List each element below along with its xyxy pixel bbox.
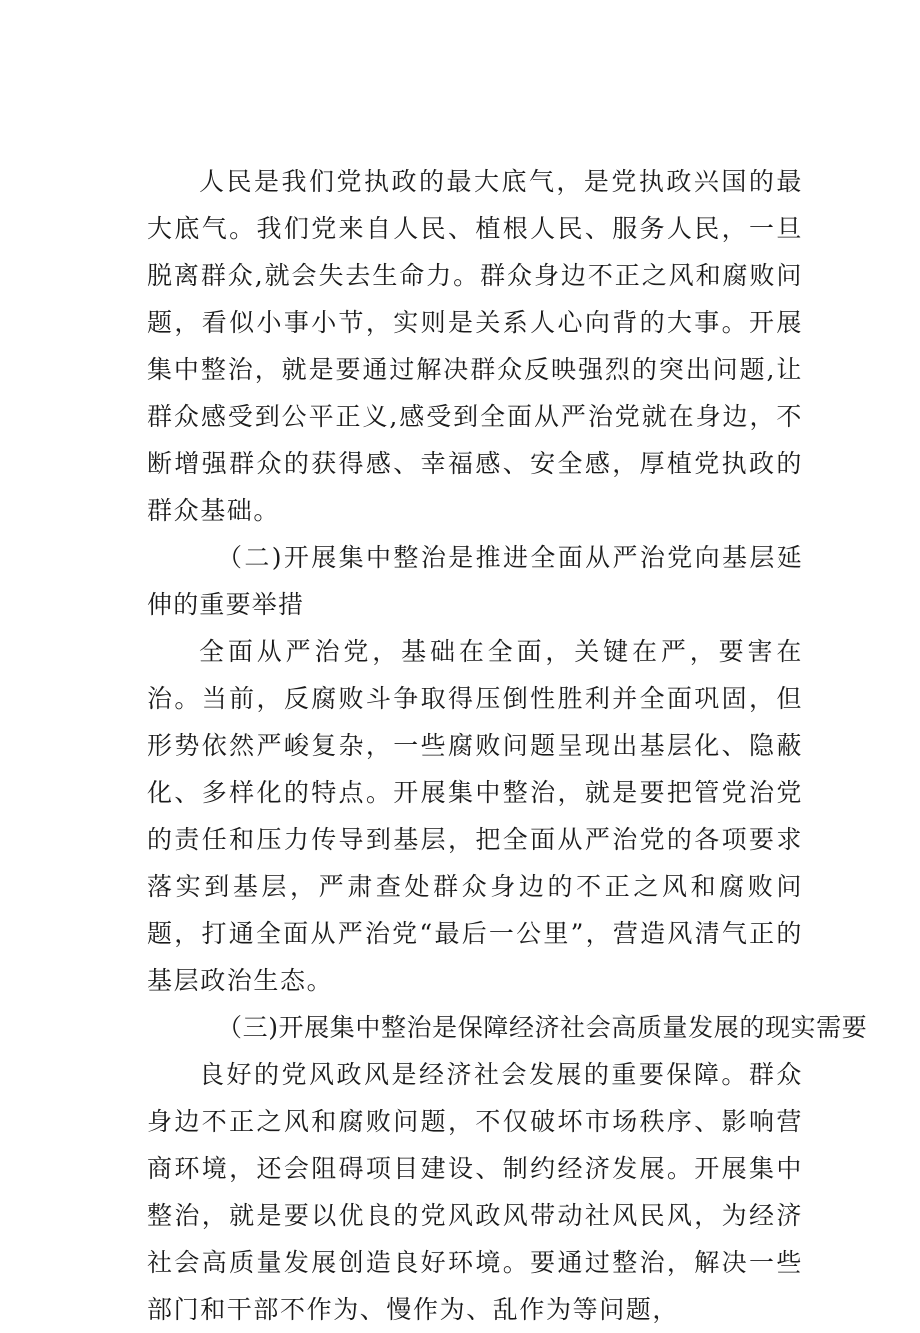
section-heading-2: （二)开展集中整治是推进全面从严治党向基层延伸的重要举措	[147, 543, 803, 619]
paragraph-economic-development: 良好的党风政风是经济社会发展的重要保障。群众身边不正之风和腐败问题，不仅破坏市场秩序、影响营商环境，还会阻碍项目建设、制约经济发展。开展集中整治，就是要以优良的党风政风带动社风民风，为经济社会高质量发展创造良好环境。要通过整治，解决一些部门和干部不作为、慢作为、乱作为等问题，	[147, 1060, 803, 1324]
document-body	[147, 158, 868, 1333]
section-heading-3: （三)开展集中整治是保障经济社会高质量发展的现实需要	[217, 1013, 868, 1042]
paragraph-strict-governance: 全面从严治党，基础在全面，关键在严，要害在治。当前，反腐败斗争取得压倒性胜利并全面巩固，但形势依然严峻复杂，一些腐败问题呈现出基层化、隐蔽化、多样化的特点。开展集中整治，就是要把管党治党的责任和压力传导到基层，把全面从严治党的各项要求落实到基层，严肃查处群众身边的不正之风和腐败问题，打通全面从严治党“最后一公里”，营造风清气正的基层政治生态。	[147, 637, 803, 995]
paragraph-people-foundation: 人民是我们党执政的最大底气，是党执政兴国的最大底气。我们党来自人民、植根人民、服务人民，一旦脱离群众,就会失去生命力。群众身边不正之风和腐败问题，看似小事小节，实则是关系人心向背的大事。开展集中整治，就是要通过解决群众反映强烈的突出问题,让群众感受到公平正义,感受到全面从严治党就在身边，不断增强群众的获得感、幸福感、安全感，厚植党执政的群众基础。	[147, 167, 803, 525]
